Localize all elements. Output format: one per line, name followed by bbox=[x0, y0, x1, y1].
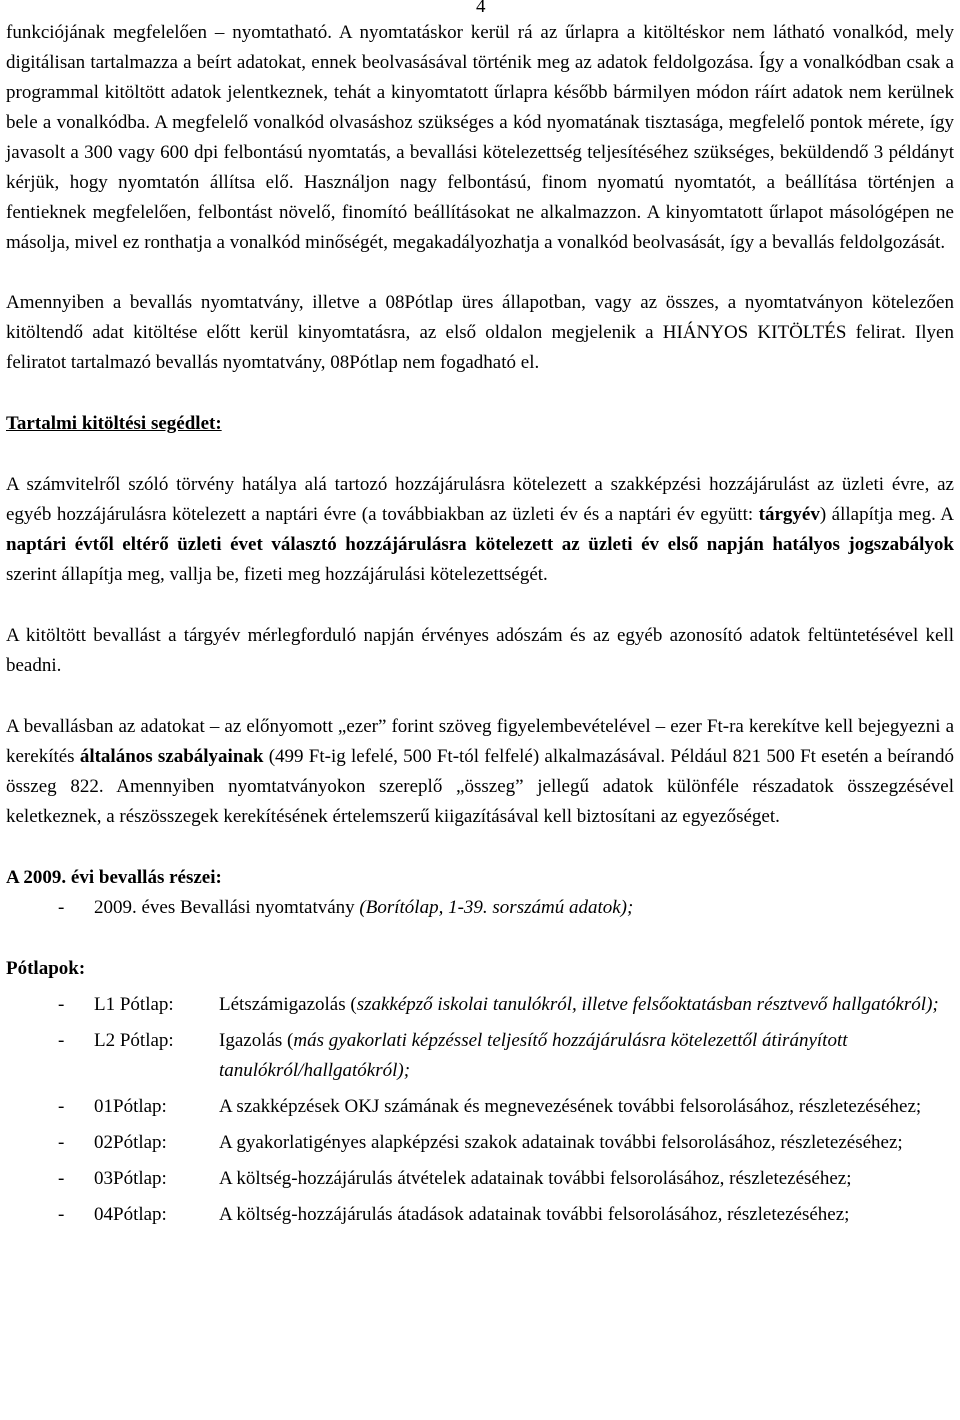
list-item: - 04Pótlap: A költség-hozzájárulás átadások adatainak további felsorolásához, részletezéséhez; bbox=[58, 1204, 850, 1225]
page-number: 4 bbox=[476, 0, 486, 17]
paragraph-submission: A kitöltött bevallást a tárgyév mérlegforduló napján érvényes adószám és az egyéb azonosító adatok feltüntetésével kell beadni. bbox=[6, 625, 954, 676]
list-item: - 03Pótlap: A költség-hozzájárulás átvételek adatainak további felsorolásához, részletezéséhez; bbox=[58, 1168, 852, 1189]
document-page bbox=[6, 0, 954, 1230]
supplementary-sheet-list bbox=[6, 990, 954, 1230]
heading-content-guide: Tartalmi kitöltési segédlet: bbox=[6, 413, 222, 434]
list-item: - L2 Pótlap: Igazolás (más gyakorlati képzéssel teljesítő hozzájárulásra kötelezettől átirányított tanulókról/hallgatókról); bbox=[58, 1030, 848, 1081]
heading-supplementary-sheets: Pótlapok: bbox=[6, 958, 86, 979]
list-item: - 01Pótlap: A szakképzések OKJ számának és megnevezésének további felsorolásához, részletezéséhez; bbox=[58, 1096, 922, 1117]
paragraph-rounding: A bevallásban az adatokat – az előnyomott „ezer” forint szöveg figyelembevételével – ezer Ft-ra kerekítve kell bejegyezni a kerekítés általános szabályainak (499 Ft-ig lefelé, 500 Ft-tól felfelé) alkalmazásával. Például 821 500 Ft esetén a beírandó összeg 822. Amennyiben nyomtatványokon szereplő „összeg” jellegű adatok különféle részadatok összegzésével keletkeznek, a részösszegek kerekítésének értelemszerű kiigazításával kell biztosítani az egyezőséget. bbox=[6, 716, 954, 827]
list-item: - L1 Pótlap: Létszámigazolás (szakképző iskolai tanulókról, illetve felsőoktatásban résztvevő hallgatókról); bbox=[58, 994, 939, 1015]
paragraph-incomplete-fill: Amennyiben a bevallás nyomtatvány, illetve a 08Pótlap üres állapotban, vagy az összes, a nyomtatványon kötelezően kitöltendő adat kitöltése előtt kerül kinyomtatásra, az első oldalon megjelenik a HIÁNYOS KITÖLTÉS felirat. Ilyen feliratot tartalmazó bevallás nyomtatvány, 08Pótlap nem fogadható el. bbox=[6, 292, 954, 373]
paragraph-barcode-printing: funkciójának megfelelően – nyomtatható. A nyomtatáskor kerül rá az űrlapra a kitöltéskor nem látható vonalkód, mely digitálisan tartalmazza a beírt adatokat, ennek beolvasásával történik meg az adatok feldolgozása. Így a vonalkódban csak a programmal kitöltött adatok jelentkeznek, tehát a kinyomtatott űrlapra később bármilyen módon ráírt adatok nem kerülnek bele a vonalkódba. A megfelelő vonalkód olvasáshoz szükséges a kód nyomatának tisztasága, megfelelő pontok mérete, így javasolt a 300 vagy 600 dpi felbontású nyomtatás, a bevallási kötelezettség teljesítéséhez szükséges, beküldendő 3 példányt kérjük, hogy nyomtatón állítsa elő. Használjon nagy felbontású, finom nyomatú nyomtatót, a beállítása történjen a fentieknek megfelelően, felbontást növelő, finomító beállításokat ne alkalmazzon. A kinyomtatott űrlapot másológépen ne másolja, mivel ez ronthatja a vonalkód minőségét, megakadályozhatja a vonalkód beolvasását, így a bevallás feldolgozását. bbox=[6, 22, 954, 253]
list-item-2009-form: - 2009. éves Bevallási nyomtatvány (Borítólap, 1-39. sorszámú adatok); bbox=[58, 897, 634, 918]
paragraph-subject-year: A számvitelről szóló törvény hatálya alá tartozó hozzájárulásra kötelezett a szakképzési hozzájárulást az üzleti évre, az egyéb hozzájárulásra kötelezett a naptári évre (a továbbiakban az üzleti év és a naptári év együtt: tárgyév) állapítja meg. A naptári évtől eltérő üzleti évet választó hozzájárulásra kötelezett az üzleti év első napján hatályos jogszabályok szerint állapítja meg, vallja be, fizeti meg hozzájárulási kötelezettségét. bbox=[6, 474, 954, 585]
heading-2009-parts: A 2009. évi bevallás részei: bbox=[6, 867, 222, 888]
list-item: - 02Pótlap: A gyakorlatigényes alapképzési szakok adatainak további felsorolásához, részletezéséhez; bbox=[58, 1132, 903, 1153]
